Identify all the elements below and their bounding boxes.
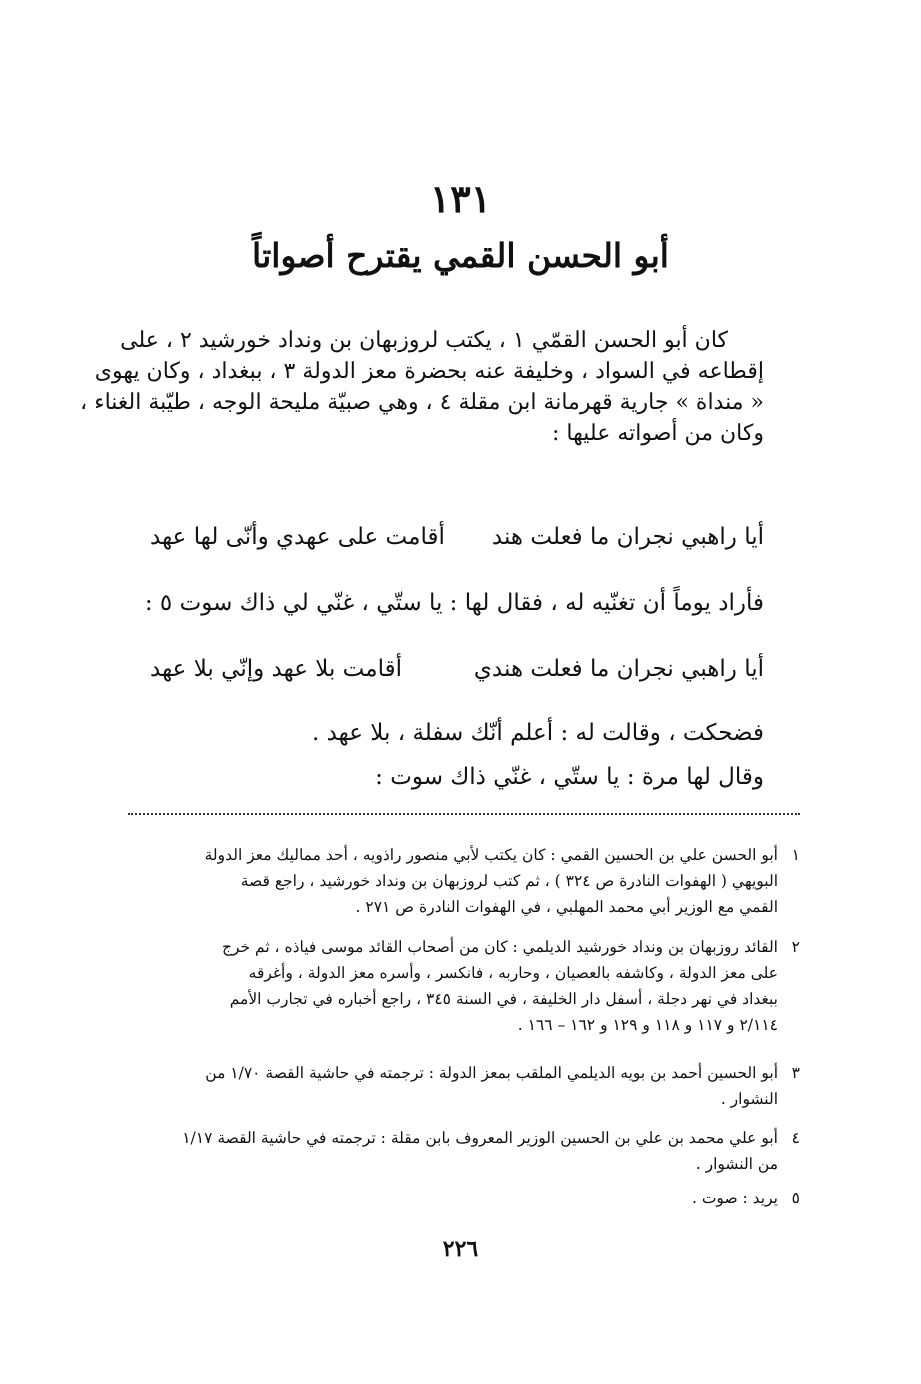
footnote-number: ٥	[791, 1189, 800, 1207]
verse-2	[150, 656, 764, 682]
footnote-line: أبو الحسن علي بن الحسين القمي : كان يكتب لأبي منصور راذويه ، أحد مماليك معز الدولة	[204, 846, 778, 864]
footnote-number: ٢	[791, 938, 800, 956]
footnote-number: ٤	[791, 1129, 800, 1147]
footnote-line: أبو علي محمد بن علي بن الحسين الوزير المعروف بابن مقلة : ترجمته في حاشية القصة ١/١٧	[182, 1129, 778, 1147]
story-number: ١٣١	[429, 176, 492, 221]
footnote-separator	[128, 813, 800, 815]
page-number: ٢٢٦	[442, 1236, 479, 1262]
intro-line: وكان من أصواته عليها :	[552, 421, 764, 446]
intro-line: كان أبو الحسن القمّي ١ ، يكتب لروزبهان بن ونداد خورشيد ٢ ، على	[120, 328, 728, 353]
footnote-line: القائد روزبهان بن ونداد خورشيد الديلمي : كان من أصحاب القائد موسى فياذه ، ثم خرج	[221, 938, 778, 956]
footnote-3	[128, 1060, 800, 1112]
footnote-2	[128, 934, 800, 1038]
footnote-line: النشوار .	[720, 1090, 778, 1108]
footnote-4	[128, 1125, 800, 1177]
footnote-1	[128, 842, 800, 920]
verse-2-second-hemistich: أقامت بلا عهد وإنّي بلا عهد	[150, 656, 402, 682]
footnote-line: أبو الحسين أحمد بن بويه الديلمي الملقب بمعز الدولة : ترجمته في حاشية القصة ١/٧٠ من	[205, 1064, 778, 1082]
again-line: وقال لها مرة : يا ستّي ، غنّي ذاك سوت :	[375, 764, 764, 790]
verse-1-first-hemistich: أيا راهبي نجران ما فعلت هند	[491, 524, 764, 550]
footnote-5	[128, 1185, 800, 1211]
footnote-line: البويهي ( الهفوات النادرة ص ٣٢٤ ) ، ثم كتب لروزبهان بن ونداد خورشيد ، راجع قصة	[240, 872, 778, 890]
footnote-line: على معز الدولة ، وكاشفه بالعصيان ، وحاربه ، فانكسر ، وأسره معز الدولة ، وأغرقه	[248, 964, 778, 982]
footnote-line: ببغداد في نهر دجلة ، أسفل دار الخليفة ، في السنة ٣٤٥ ، راجع أخباره في تجارب الأمم	[229, 990, 778, 1008]
footnote-number: ٣	[791, 1064, 800, 1082]
verse-1-second-hemistich: أقامت على عهدي وأنّى لها عهد	[150, 524, 445, 550]
footnote-line: القمي مع الوزير أبي محمد المهلبي ، في الهفوات النادرة ص ٢٧١ .	[355, 898, 778, 916]
footnote-number: ١	[791, 846, 800, 864]
intro-line: إقطاعه في السواد ، وخليفة عنه بحضرة معز الدولة ٣ ، ببغداد ، وكان يهوى	[94, 359, 764, 384]
request-line: فأراد يوماً أن تغنّيه له ، فقال لها : يا ستّي ، غنّي لي ذاك سوت ٥ :	[144, 590, 764, 616]
verse-2-first-hemistich: أيا راهبي نجران ما فعلت هندي	[473, 656, 764, 682]
laugh-line: فضحكت ، وقالت له : أعلم أنّك سفلة ، بلا عهد .	[311, 720, 764, 746]
footnote-line: من النشوار .	[695, 1155, 778, 1173]
intro-paragraph	[80, 325, 764, 449]
footnote-line: يريد : صوت .	[691, 1189, 778, 1207]
verse-1	[150, 524, 764, 550]
intro-line: « منداة » جارية قهرمانة ابن مقلة ٤ ، وهي صبيّة مليحة الوجه ، طيّبة الغناء ،	[80, 390, 764, 415]
story-title: أبو الحسن القمي يقترح أصواتاً	[252, 236, 669, 275]
footnote-line: ٢/١١٤ و ١١٧ و ١١٨ و ١٢٩ و ١٦٢ – ١٦٦ .	[517, 1016, 778, 1034]
